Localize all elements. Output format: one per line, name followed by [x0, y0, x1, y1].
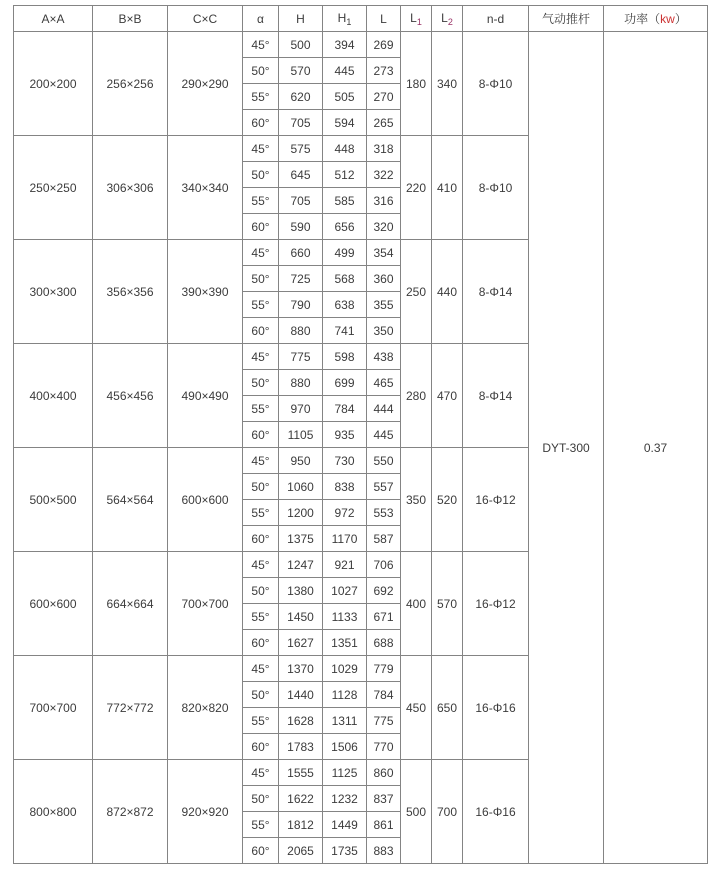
- spec-table: [13, 5, 708, 864]
- cell-pusher-value: DYT-300: [529, 32, 604, 864]
- cell-l: 270: [367, 84, 401, 110]
- cell-l2: 410: [432, 136, 463, 240]
- cell-l1: 180: [401, 32, 432, 136]
- cell-h1: 699: [323, 370, 367, 396]
- cell-nd: 16-Φ12: [463, 448, 529, 552]
- cell-h: 705: [279, 188, 323, 214]
- cell-l: 553: [367, 500, 401, 526]
- header-l2: [432, 6, 463, 32]
- cell-angle: 50°: [243, 370, 279, 396]
- cell-angle: 55°: [243, 812, 279, 838]
- cell-h: 590: [279, 214, 323, 240]
- cell-power-value: 0.37: [604, 32, 708, 864]
- cell-l1: 250: [401, 240, 432, 344]
- cell-angle: 55°: [243, 188, 279, 214]
- cell-bxb: 456×456: [93, 344, 168, 448]
- cell-h1: 568: [323, 266, 367, 292]
- cell-h1: 1506: [323, 734, 367, 760]
- cell-axa: 400×400: [14, 344, 93, 448]
- header-h1-main: H: [337, 10, 347, 25]
- header-l2-main: L: [441, 10, 448, 25]
- cell-angle: 45°: [243, 344, 279, 370]
- cell-nd: 16-Φ16: [463, 656, 529, 760]
- cell-l: 784: [367, 682, 401, 708]
- header-l1-main: L: [410, 10, 417, 25]
- header-l: L: [367, 6, 401, 32]
- cell-angle: 50°: [243, 58, 279, 84]
- cell-angle: 60°: [243, 734, 279, 760]
- cell-angle: 60°: [243, 422, 279, 448]
- cell-h1: 638: [323, 292, 367, 318]
- header-bxb: B×B: [93, 6, 168, 32]
- cell-angle: 45°: [243, 136, 279, 162]
- cell-l: 587: [367, 526, 401, 552]
- cell-l: 557: [367, 474, 401, 500]
- cell-l2: 470: [432, 344, 463, 448]
- cell-l: 861: [367, 812, 401, 838]
- cell-cxc: 340×340: [168, 136, 243, 240]
- cell-nd: 8-Φ10: [463, 32, 529, 136]
- cell-l1: 350: [401, 448, 432, 552]
- cell-l1: 400: [401, 552, 432, 656]
- cell-bxb: 772×772: [93, 656, 168, 760]
- cell-angle: 60°: [243, 110, 279, 136]
- cell-h1: 1128: [323, 682, 367, 708]
- cell-h1: 656: [323, 214, 367, 240]
- cell-l: 445: [367, 422, 401, 448]
- cell-angle: 60°: [243, 318, 279, 344]
- cell-h: 1622: [279, 786, 323, 812]
- cell-l: 465: [367, 370, 401, 396]
- header-cxc: C×C: [168, 6, 243, 32]
- cell-nd: 8-Φ14: [463, 240, 529, 344]
- cell-angle: 55°: [243, 708, 279, 734]
- cell-h1: 1311: [323, 708, 367, 734]
- header-power: [604, 6, 708, 32]
- cell-angle: 45°: [243, 760, 279, 786]
- cell-h: 1380: [279, 578, 323, 604]
- cell-l2: 650: [432, 656, 463, 760]
- cell-h1: 1351: [323, 630, 367, 656]
- cell-h: 790: [279, 292, 323, 318]
- cell-h: 570: [279, 58, 323, 84]
- cell-angle: 55°: [243, 396, 279, 422]
- cell-axa: 700×700: [14, 656, 93, 760]
- header-power-prefix: 功率（: [624, 12, 661, 26]
- cell-h: 970: [279, 396, 323, 422]
- cell-h: 725: [279, 266, 323, 292]
- cell-h: 1060: [279, 474, 323, 500]
- cell-angle: 45°: [243, 552, 279, 578]
- cell-angle: 45°: [243, 448, 279, 474]
- cell-h: 1200: [279, 500, 323, 526]
- cell-bxb: 564×564: [93, 448, 168, 552]
- cell-cxc: 290×290: [168, 32, 243, 136]
- cell-l2: 340: [432, 32, 463, 136]
- cell-h1: 1232: [323, 786, 367, 812]
- cell-angle: 45°: [243, 240, 279, 266]
- cell-h: 950: [279, 448, 323, 474]
- cell-l2: 570: [432, 552, 463, 656]
- cell-l: 550: [367, 448, 401, 474]
- header-l1-sub: 1: [416, 16, 422, 27]
- cell-l: 883: [367, 838, 401, 864]
- cell-angle: 45°: [243, 32, 279, 58]
- cell-h: 660: [279, 240, 323, 266]
- cell-h: 1627: [279, 630, 323, 656]
- cell-angle: 50°: [243, 266, 279, 292]
- cell-h: 1105: [279, 422, 323, 448]
- cell-l: 438: [367, 344, 401, 370]
- cell-l: 860: [367, 760, 401, 786]
- cell-l: 770: [367, 734, 401, 760]
- cell-h: 645: [279, 162, 323, 188]
- cell-l: 269: [367, 32, 401, 58]
- cell-axa: 250×250: [14, 136, 93, 240]
- cell-h1: 594: [323, 110, 367, 136]
- cell-angle: 55°: [243, 604, 279, 630]
- cell-cxc: 600×600: [168, 448, 243, 552]
- cell-cxc: 390×390: [168, 240, 243, 344]
- cell-angle: 60°: [243, 838, 279, 864]
- cell-cxc: 820×820: [168, 656, 243, 760]
- cell-h: 1370: [279, 656, 323, 682]
- cell-h1: 730: [323, 448, 367, 474]
- cell-h1: 1125: [323, 760, 367, 786]
- cell-l: 779: [367, 656, 401, 682]
- header-power-suffix: ）: [674, 12, 687, 26]
- cell-h1: 512: [323, 162, 367, 188]
- cell-h1: 1735: [323, 838, 367, 864]
- cell-l: 318: [367, 136, 401, 162]
- cell-h: 1375: [279, 526, 323, 552]
- cell-l: 688: [367, 630, 401, 656]
- header-axa: A×A: [14, 6, 93, 32]
- cell-l: 706: [367, 552, 401, 578]
- cell-angle: 55°: [243, 500, 279, 526]
- cell-h: 620: [279, 84, 323, 110]
- cell-h1: 935: [323, 422, 367, 448]
- cell-h1: 1133: [323, 604, 367, 630]
- cell-h1: 838: [323, 474, 367, 500]
- cell-h1: 1027: [323, 578, 367, 604]
- cell-h: 775: [279, 344, 323, 370]
- cell-bxb: 872×872: [93, 760, 168, 864]
- cell-h1: 394: [323, 32, 367, 58]
- cell-l1: 450: [401, 656, 432, 760]
- cell-angle: 55°: [243, 84, 279, 110]
- cell-angle: 55°: [243, 292, 279, 318]
- cell-h: 705: [279, 110, 323, 136]
- cell-h1: 445: [323, 58, 367, 84]
- cell-h: 880: [279, 318, 323, 344]
- cell-bxb: 256×256: [93, 32, 168, 136]
- cell-l1: 500: [401, 760, 432, 864]
- header-h1: [323, 6, 367, 32]
- cell-angle: 60°: [243, 630, 279, 656]
- cell-h: 1450: [279, 604, 323, 630]
- cell-h1: 1449: [323, 812, 367, 838]
- cell-cxc: 920×920: [168, 760, 243, 864]
- cell-h1: 921: [323, 552, 367, 578]
- cell-h: 880: [279, 370, 323, 396]
- cell-h: 1783: [279, 734, 323, 760]
- cell-h1: 972: [323, 500, 367, 526]
- header-h: H: [279, 6, 323, 32]
- cell-axa: 600×600: [14, 552, 93, 656]
- cell-axa: 800×800: [14, 760, 93, 864]
- cell-angle: 50°: [243, 474, 279, 500]
- header-h1-sub: 1: [346, 16, 352, 27]
- cell-angle: 60°: [243, 214, 279, 240]
- cell-l: 354: [367, 240, 401, 266]
- cell-nd: 8-Φ14: [463, 344, 529, 448]
- cell-h1: 505: [323, 84, 367, 110]
- cell-l: 273: [367, 58, 401, 84]
- cell-h: 500: [279, 32, 323, 58]
- cell-h: 1247: [279, 552, 323, 578]
- cell-h: 1555: [279, 760, 323, 786]
- cell-l: 692: [367, 578, 401, 604]
- cell-axa: 500×500: [14, 448, 93, 552]
- cell-bxb: 356×356: [93, 240, 168, 344]
- cell-l: 320: [367, 214, 401, 240]
- cell-l1: 220: [401, 136, 432, 240]
- cell-l: 350: [367, 318, 401, 344]
- cell-h1: 598: [323, 344, 367, 370]
- header-alpha: α: [243, 6, 279, 32]
- cell-l: 316: [367, 188, 401, 214]
- cell-angle: 60°: [243, 526, 279, 552]
- cell-bxb: 664×664: [93, 552, 168, 656]
- cell-angle: 50°: [243, 578, 279, 604]
- cell-h: 575: [279, 136, 323, 162]
- cell-h: 1812: [279, 812, 323, 838]
- cell-angle: 50°: [243, 682, 279, 708]
- cell-h: 2065: [279, 838, 323, 864]
- cell-nd: 16-Φ16: [463, 760, 529, 864]
- cell-axa: 200×200: [14, 32, 93, 136]
- cell-l: 322: [367, 162, 401, 188]
- cell-h: 1440: [279, 682, 323, 708]
- cell-nd: 16-Φ12: [463, 552, 529, 656]
- table-row: [14, 32, 708, 58]
- cell-angle: 50°: [243, 786, 279, 812]
- cell-cxc: 700×700: [168, 552, 243, 656]
- cell-h1: 448: [323, 136, 367, 162]
- header-l2-sub: 2: [447, 16, 453, 27]
- cell-l2: 700: [432, 760, 463, 864]
- cell-l: 775: [367, 708, 401, 734]
- cell-h1: 784: [323, 396, 367, 422]
- header-pusher: 气动推杆: [529, 6, 604, 32]
- cell-l: 355: [367, 292, 401, 318]
- spec-table-body: [14, 32, 708, 864]
- cell-h1: 499: [323, 240, 367, 266]
- cell-l: 837: [367, 786, 401, 812]
- header-power-unit: kw: [660, 12, 675, 26]
- cell-h: 1628: [279, 708, 323, 734]
- cell-l: 360: [367, 266, 401, 292]
- cell-l: 671: [367, 604, 401, 630]
- cell-axa: 300×300: [14, 240, 93, 344]
- header-l1: [401, 6, 432, 32]
- cell-cxc: 490×490: [168, 344, 243, 448]
- cell-h1: 585: [323, 188, 367, 214]
- cell-h1: 1029: [323, 656, 367, 682]
- cell-h1: 741: [323, 318, 367, 344]
- header-nd: n-d: [463, 6, 529, 32]
- cell-l1: 280: [401, 344, 432, 448]
- cell-l: 265: [367, 110, 401, 136]
- cell-l2: 440: [432, 240, 463, 344]
- cell-l2: 520: [432, 448, 463, 552]
- header-row: [14, 6, 708, 32]
- cell-nd: 8-Φ10: [463, 136, 529, 240]
- cell-angle: 50°: [243, 162, 279, 188]
- cell-h1: 1170: [323, 526, 367, 552]
- cell-bxb: 306×306: [93, 136, 168, 240]
- cell-angle: 45°: [243, 656, 279, 682]
- cell-l: 444: [367, 396, 401, 422]
